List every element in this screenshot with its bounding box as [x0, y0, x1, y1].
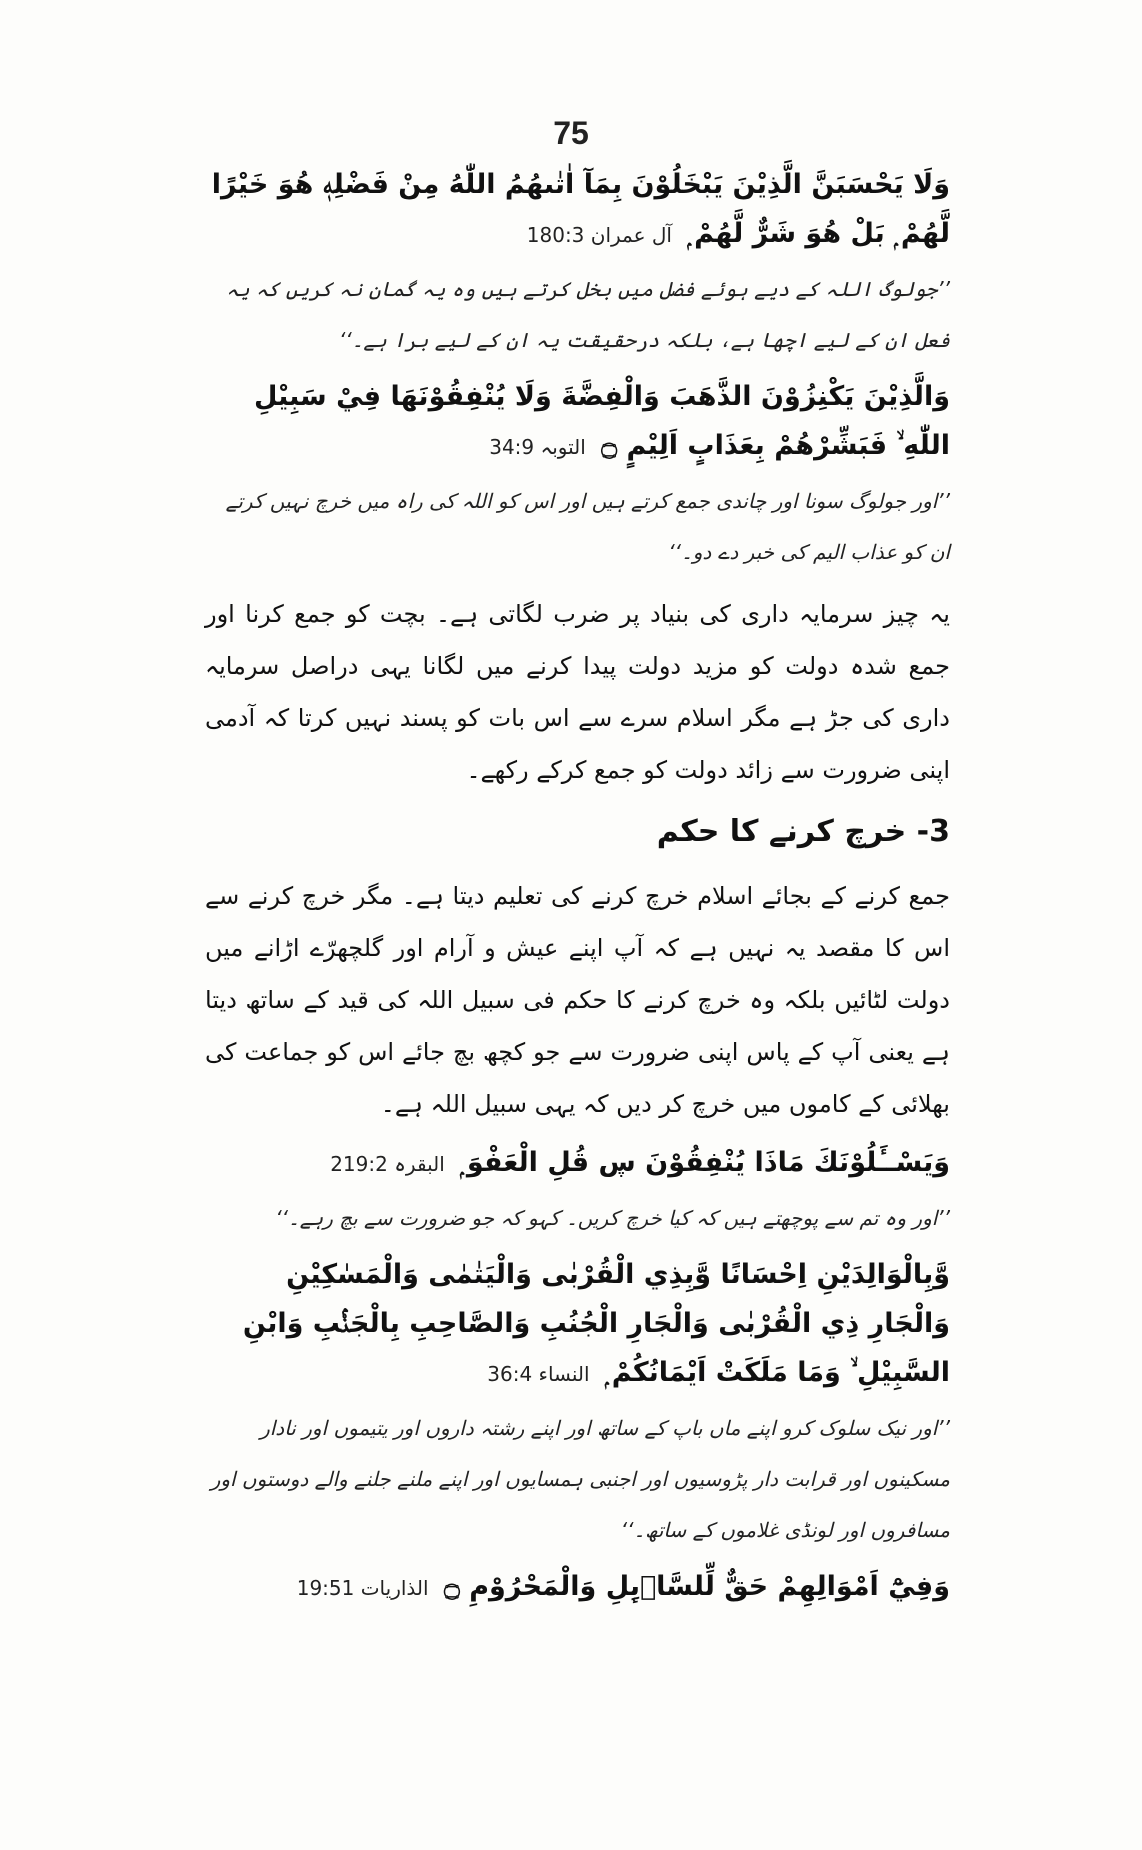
verse-translation: ’’اور جولوگ سونا اور چاندی جمع کرتے ہیں اور اس کو اللہ کی راہ میں خرچ نہیں کرتے ان کو عذاب الیم کی خبر دے دو۔‘‘ — [225, 489, 950, 564]
quran-verse — [205, 1562, 950, 1613]
verse-text: وَفِيْٓ اَمْوَالِهِمْ حَقٌّ لِّلسَّاۗىِٕلِ وَالْمَحْرُوْمِ ۝ — [443, 1571, 950, 1602]
paragraph: یہ چیز سرمایہ داری کی بنیاد پر ضرب لگاتی ہے۔ بچت کو جمع کرنا اور جمع شدہ دولت کو مزید دولت پیدا کرنے میں لگانا یہی دراصل سرمایہ داری کی جڑ ہے مگر اسلام سرے سے اس بات کو پسند نہیں کرتا کہ آدمی اپنی ضرورت سے زائد دولت کو جمع کرکے رکھے۔ — [205, 600, 950, 784]
verse-translation: ’’اور وہ تم سے پوچھتے ہیں کہ کیا خرچ کریں۔ کہو کہ جو ضرورت سے بچ رہے۔‘‘ — [275, 1206, 950, 1230]
verse-translation: ’’جولوگ اللہ کے دیے ہوئے فضل میں بخل کرتے ہیں وہ یہ گمان نہ کریں کہ یہ فعل ان کے لیے اچھا ہے، بلکہ درحقیقت یہ ان کے لیے برا ہے۔‘‘ — [226, 277, 950, 352]
page-content — [205, 160, 950, 1613]
verse-reference: آل عمران 180:3 — [526, 223, 672, 247]
verse-reference: التوبہ 34:9 — [489, 435, 586, 459]
section-heading: 3- خرچ کرنے کا حکم — [656, 814, 950, 849]
quran-verse — [205, 1138, 950, 1189]
page-number: 75 — [553, 115, 589, 151]
verse-text: وَّبِالْوَالِدَيْنِ اِحْسَانًا وَّبِذِي الْقُرْبٰى وَالْيَتٰمٰى وَالْمَسٰكِيْنِ وَالْجَارِ ذِي الْقُرْبٰى وَالْجَارِ الْجُنُبِ وَالصَّاحِبِ بِالْجَنْۢبِ وَابْنِ السَّبِيْلِ ۙ وَمَا مَلَكَتْ اَيْمَانُكُمْ ۭ — [242, 1259, 950, 1388]
quran-verse — [205, 1250, 950, 1399]
verse-reference: البقرہ 219:2 — [330, 1152, 445, 1176]
verse-text: وَيَسْــَٔلُوْنَكَ مَاذَا يُنْفِقُوْنَ ڛ قُلِ الْعَفْوَ ۭ — [460, 1147, 950, 1178]
verse-translation: ’’اور نیک سلوک کرو اپنے ماں باپ کے ساتھ اور اپنے رشتہ داروں اور یتیموں اور نادار مسکینوں اور قرابت دار پڑوسیوں اور اجنبی ہمسایوں اور اپنے ملنے جلنے والے دوستوں اور مسافروں اور لونڈی غلاموں کے ساتھ۔‘‘ — [210, 1416, 950, 1542]
verse-reference: النساء 36:4 — [487, 1362, 590, 1386]
quran-verse — [205, 160, 950, 260]
verse-reference: الذاریات 19:51 — [296, 1576, 429, 1600]
paragraph: جمع کرنے کے بجائے اسلام خرچ کرنے کی تعلیم دیتا ہے۔ مگر خرچ کرنے سے اس کا مقصد یہ نہیں ہے کہ آپ اپنے عیش و آرام اور گلچھرّے اڑانے میں دولت لٹائیں بلکہ وہ خرچ کرنے کا حکم فی سبیل اللہ کی قید کے ساتھ دیتا ہے یعنی آپ کے پاس اپنی ضرورت سے جو کچھ بچ جائے اس کو جماعت کی بھلائی کے کاموں میں خرچ کر دیں کہ یہی سبیل اللہ ہے۔ — [205, 882, 950, 1118]
verse-text: وَلَا يَحْسَبَنَّ الَّذِيْنَ يَبْخَلُوْنَ بِمَآ اٰتٰىهُمُ اللّٰهُ مِنْ فَضْلِهٖ هُوَ خَيْرًا لَّهُمْ ۭ بَلْ هُوَ شَرٌّ لَّهُمْ ۭ — [211, 169, 950, 249]
quran-verse — [205, 372, 950, 472]
verse-text: وَالَّذِيْنَ يَكْنِزُوْنَ الذَّهَبَ وَالْفِضَّةَ وَلَا يُنْفِقُوْنَهَا فِيْ سَبِيْلِ اللّٰهِ ۙ فَبَشِّرْهُمْ بِعَذَابٍ اَلِيْمٍ ۝ — [253, 381, 950, 461]
